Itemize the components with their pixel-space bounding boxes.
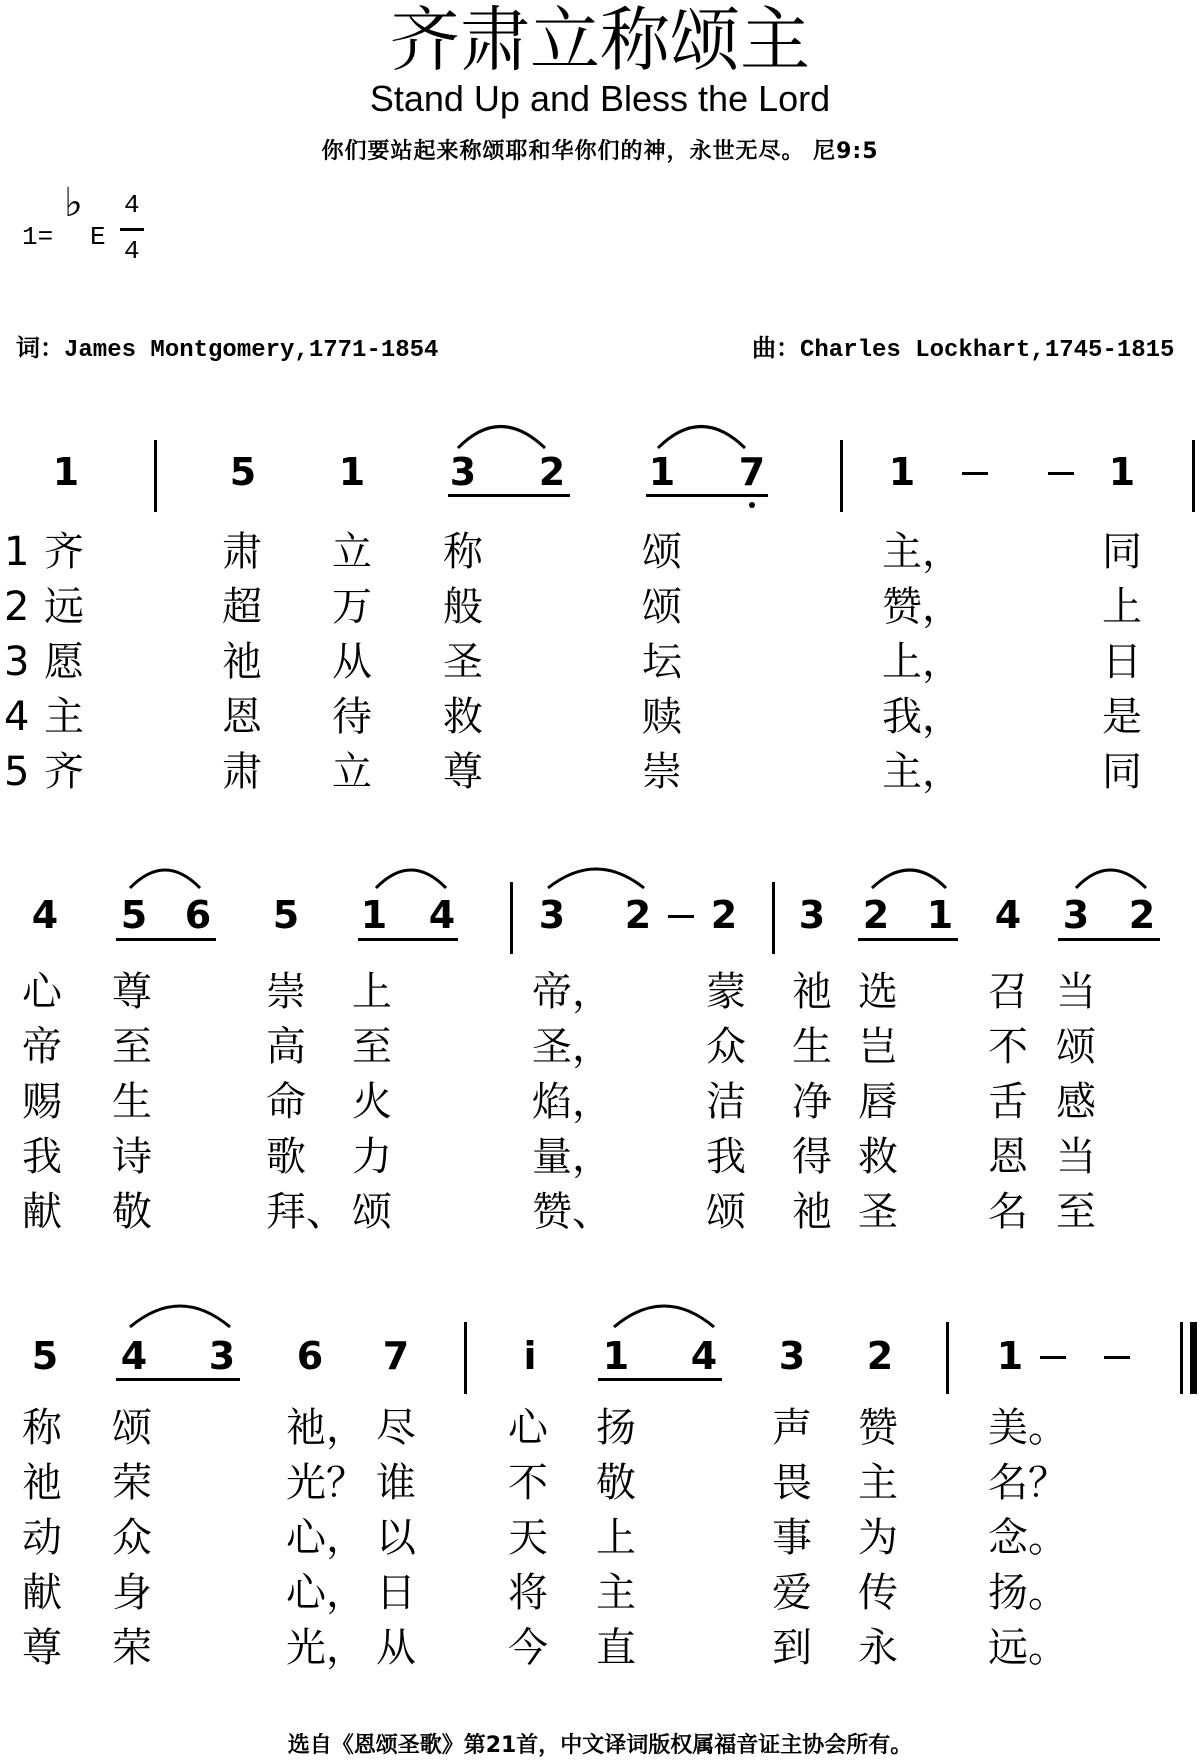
lyric: 荣 <box>112 1625 152 1671</box>
lyric: 主， <box>882 529 962 575</box>
lyric: 我 <box>22 1134 62 1180</box>
lyric: 肃 <box>222 529 262 575</box>
lyric: 肃 <box>222 749 262 795</box>
lyric: 崇 <box>642 749 682 795</box>
lyric: 心， <box>286 1515 366 1561</box>
lyric: 将 <box>508 1570 548 1616</box>
note: 2 <box>710 893 738 937</box>
lyric: 齐 <box>44 749 84 795</box>
lyric: 火 <box>352 1079 392 1125</box>
lyricist-credit: 词：James Montgomery,1771-1854 <box>16 337 439 364</box>
note: 1 <box>926 893 954 937</box>
lyric: 主 <box>858 1460 898 1506</box>
lyric: 主 <box>596 1570 636 1616</box>
verse-number: 3 <box>4 639 30 685</box>
lyric: 力 <box>352 1134 392 1180</box>
lyric: 超 <box>222 584 262 630</box>
lower-octave-dot <box>749 502 755 508</box>
lyric: 上， <box>882 639 962 685</box>
lyric: 尽 <box>376 1405 416 1451</box>
lyric: 命 <box>266 1079 306 1125</box>
lyric: 选 <box>858 969 898 1015</box>
lyric: 永 <box>858 1625 898 1671</box>
note: 4 <box>690 1334 718 1378</box>
underline-eighth <box>116 1378 240 1381</box>
note: 4 <box>428 893 456 937</box>
lyric: 心， <box>286 1570 366 1616</box>
lyric: 敬 <box>112 1189 152 1235</box>
note: 4 <box>31 893 59 937</box>
lyric: 不 <box>988 1024 1028 1070</box>
lyric: 祂 <box>22 1460 62 1506</box>
lyric: 崇 <box>266 969 306 1015</box>
underline-eighth <box>448 494 570 497</box>
lyric: 拜、 <box>266 1189 346 1235</box>
final-barline-thick <box>1190 1322 1197 1394</box>
verse-number: 4 <box>4 694 30 740</box>
lyric: 蒙 <box>706 969 746 1015</box>
barline <box>946 1322 949 1394</box>
lyric: 当 <box>1056 969 1096 1015</box>
note: 1 <box>52 450 80 494</box>
lyric: 恩 <box>222 694 262 740</box>
lyric: 称 <box>22 1405 62 1451</box>
note: 3 <box>208 1334 236 1378</box>
lyric: 声 <box>772 1405 812 1451</box>
hold-dash <box>962 472 988 475</box>
lyric: 上 <box>596 1515 636 1561</box>
lyric: 名？ <box>988 1460 1068 1506</box>
lyric: 日 <box>1102 639 1142 685</box>
lyric: 祂 <box>222 639 262 685</box>
lyric: 扬 <box>596 1405 636 1451</box>
lyric: 救 <box>858 1134 898 1180</box>
note: 6 <box>184 893 212 937</box>
hold-dash <box>668 915 694 918</box>
lyric: 愿 <box>44 639 84 685</box>
lyric: 感 <box>1056 1079 1096 1125</box>
note: 1 <box>602 1334 630 1378</box>
note: 2 <box>538 450 566 494</box>
lyric: 心 <box>22 969 62 1015</box>
underline-eighth <box>358 938 458 941</box>
lyric: 颂 <box>706 1189 746 1235</box>
underline-eighth <box>116 938 216 941</box>
note: 4 <box>120 1334 148 1378</box>
lyric: 救 <box>443 694 483 740</box>
lyric: 主 <box>44 694 84 740</box>
lyric: 净 <box>792 1079 832 1125</box>
lyric: 献 <box>22 1189 62 1235</box>
lyric: 颂 <box>352 1189 392 1235</box>
composer-credit: 曲：Charles Lockhart,1745-1815 <box>752 337 1175 364</box>
verse-number: 2 <box>4 584 30 630</box>
lyric: 圣 <box>858 1189 898 1235</box>
lyric: 齐 <box>44 529 84 575</box>
copyright-footer: 选自《恩颂圣歌》第21首，中文译词版权属福音证主协会所有。 <box>287 1733 913 1758</box>
lyric: 量， <box>532 1134 612 1180</box>
note: i <box>523 1334 537 1378</box>
key-prefix: 1= <box>22 222 54 252</box>
lyric: 待 <box>332 694 372 740</box>
lyric: 是 <box>1102 694 1142 740</box>
lyric: 祂， <box>286 1405 366 1451</box>
lyric: 谁 <box>376 1460 416 1506</box>
lyric: 不 <box>508 1460 548 1506</box>
lyric: 洁 <box>706 1079 746 1125</box>
note: 2 <box>1128 893 1156 937</box>
lyric: 高 <box>266 1024 306 1070</box>
lyric: 颂 <box>112 1405 152 1451</box>
slur <box>130 1306 230 1327</box>
time-signature-line <box>120 228 144 231</box>
lyric: 尊 <box>112 969 152 1015</box>
lyric: 颂 <box>642 584 682 630</box>
lyric: 心 <box>508 1405 548 1451</box>
note: 5 <box>229 450 257 494</box>
note: 1 <box>648 450 676 494</box>
lyric: 坛 <box>642 639 682 685</box>
note: 1 <box>996 1334 1024 1378</box>
barline <box>840 440 843 512</box>
lyric: 扬。 <box>988 1570 1068 1616</box>
lyric: 今 <box>508 1625 548 1671</box>
lyric: 万 <box>332 584 372 630</box>
slur <box>614 1306 714 1327</box>
time-signature-bottom: 4 <box>124 236 140 266</box>
lyric: 赞， <box>882 584 962 630</box>
barline <box>154 440 157 512</box>
slur <box>872 870 946 888</box>
time-signature-top: 4 <box>124 190 140 220</box>
lyric: 上 <box>352 969 392 1015</box>
note: 5 <box>31 1334 59 1378</box>
note: 1 <box>360 893 388 937</box>
underline-eighth <box>598 1378 722 1381</box>
note: 1 <box>338 450 366 494</box>
note: 3 <box>538 893 566 937</box>
hold-dash <box>1040 1356 1066 1359</box>
lyric: 念。 <box>988 1515 1068 1561</box>
barline <box>1192 440 1195 512</box>
lyric: 诗 <box>112 1134 152 1180</box>
slur <box>658 427 745 449</box>
lyric: 爱 <box>772 1570 812 1616</box>
barline <box>510 882 513 954</box>
verse-number: 5 <box>4 749 30 795</box>
lyric: 尊 <box>22 1625 62 1671</box>
barline <box>772 882 775 954</box>
lyric: 尊 <box>443 749 483 795</box>
note: 3 <box>449 450 477 494</box>
note: 3 <box>1062 893 1090 937</box>
lyric: 主， <box>882 749 962 795</box>
lyric: 我 <box>706 1134 746 1180</box>
lyric: 光？ <box>286 1460 366 1506</box>
note: 7 <box>382 1334 410 1378</box>
underline-eighth <box>858 938 958 941</box>
lyric: 歌 <box>266 1134 306 1180</box>
lyric: 般 <box>443 584 483 630</box>
english-subtitle: Stand Up and Bless the Lord <box>369 78 831 119</box>
lyric: 祂 <box>792 1189 832 1235</box>
underline-eighth <box>1058 938 1160 941</box>
lyric: 恩 <box>988 1134 1028 1180</box>
key-name: E <box>90 222 106 252</box>
note: 2 <box>862 893 890 937</box>
lyric: 召 <box>988 969 1028 1015</box>
lyric: 献 <box>22 1570 62 1616</box>
lyric: 日 <box>376 1570 416 1616</box>
lyric: 荣 <box>112 1460 152 1506</box>
lyric: 圣， <box>532 1024 612 1070</box>
slur <box>130 870 200 888</box>
lyric: 生 <box>792 1024 832 1070</box>
lyric: 从 <box>332 639 372 685</box>
lyric: 我， <box>882 694 962 740</box>
note: 1 <box>888 450 916 494</box>
lyric: 传 <box>858 1570 898 1616</box>
underline-eighth <box>646 494 768 497</box>
lyric: 远 <box>44 584 84 630</box>
lyric: 称 <box>443 529 483 575</box>
lyric: 赞、 <box>532 1189 612 1235</box>
lyric: 敬 <box>596 1460 636 1506</box>
lyric: 帝， <box>532 969 612 1015</box>
lyric: 从 <box>376 1625 416 1671</box>
note: 7 <box>738 450 766 494</box>
barline <box>464 1322 467 1394</box>
note: 5 <box>120 893 148 937</box>
lyric: 直 <box>596 1625 636 1671</box>
hold-dash <box>1048 472 1074 475</box>
note: 6 <box>296 1334 324 1378</box>
slur <box>1076 870 1146 888</box>
lyric: 唇 <box>858 1079 898 1125</box>
hold-dash <box>1104 1356 1130 1359</box>
lyric: 当 <box>1056 1134 1096 1180</box>
lyric: 天 <box>508 1515 548 1561</box>
lyric: 众 <box>706 1024 746 1070</box>
lyric: 立 <box>332 749 372 795</box>
note: 3 <box>798 893 826 937</box>
lyric: 赞 <box>858 1405 898 1451</box>
lyric: 同 <box>1102 529 1142 575</box>
lyric: 至 <box>352 1024 392 1070</box>
note: 1 <box>1108 450 1136 494</box>
flat-icon: ♭ <box>64 180 83 226</box>
lyric: 至 <box>112 1024 152 1070</box>
lyric: 帝 <box>22 1024 62 1070</box>
note: 5 <box>272 893 300 937</box>
lyric: 名 <box>988 1189 1028 1235</box>
note: 3 <box>778 1334 806 1378</box>
lyric: 得 <box>792 1134 832 1180</box>
page-title: 齐肃立称颂主 <box>390 0 810 81</box>
lyric: 上 <box>1102 584 1142 630</box>
lyric: 光， <box>286 1625 366 1671</box>
lyric: 为 <box>858 1515 898 1561</box>
note: 2 <box>866 1334 894 1378</box>
slur <box>548 869 644 888</box>
note: 2 <box>624 893 652 937</box>
lyric: 众 <box>112 1515 152 1561</box>
lyric: 圣 <box>443 639 483 685</box>
lyric: 远。 <box>988 1625 1068 1671</box>
lyric: 岂 <box>858 1024 898 1070</box>
lyric: 到 <box>772 1625 812 1671</box>
lyric: 同 <box>1102 749 1142 795</box>
lyric: 以 <box>376 1515 416 1561</box>
lyric: 身 <box>112 1570 152 1616</box>
lyric: 赎 <box>642 694 682 740</box>
lyric: 立 <box>332 529 372 575</box>
lyric: 颂 <box>642 529 682 575</box>
scripture-reference: 你们要站起来称颂耶和华你们的神，永世无尽。 尼9:5 <box>321 139 879 164</box>
slur <box>376 870 446 888</box>
verse-number: 1 <box>4 529 30 575</box>
lyric: 焰， <box>532 1079 612 1125</box>
lyric: 至 <box>1056 1189 1096 1235</box>
lyric: 舌 <box>988 1079 1028 1125</box>
slur <box>458 427 545 449</box>
lyric: 美。 <box>988 1405 1068 1451</box>
note: 4 <box>994 893 1022 937</box>
lyric: 畏 <box>772 1460 812 1506</box>
lyric: 祂 <box>792 969 832 1015</box>
lyric: 事 <box>772 1515 812 1561</box>
lyric: 生 <box>112 1079 152 1125</box>
lyric: 颂 <box>1056 1024 1096 1070</box>
lyric: 动 <box>22 1515 62 1561</box>
final-barline-thin <box>1180 1322 1183 1394</box>
lyric: 赐 <box>22 1079 62 1125</box>
